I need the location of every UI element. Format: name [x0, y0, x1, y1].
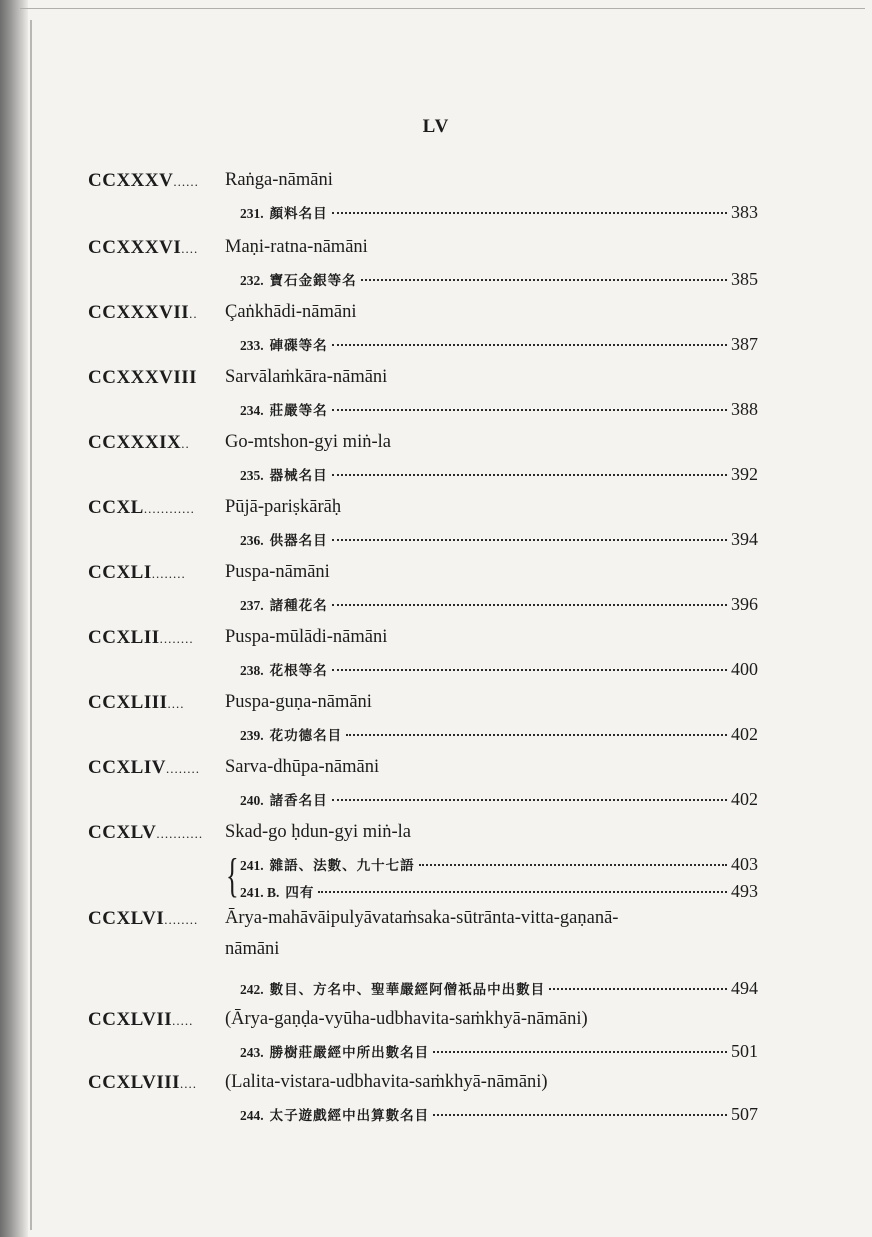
chapter-roman-numeral: [88, 822, 203, 844]
roman-numeral-text: CCXXXIX: [88, 432, 182, 453]
chapter-title: Skad-go ḥdun-gyi miṅ-la: [225, 822, 412, 842]
dot-leader: [332, 539, 727, 541]
section-line: [240, 464, 758, 485]
section-number: 238.: [240, 663, 264, 678]
chapter-roman-numeral: [88, 1072, 197, 1094]
page-reference: 402: [731, 789, 758, 809]
dot-leader: [419, 864, 727, 866]
section-number: 234.: [240, 403, 264, 418]
chapter-title-continued: nāmāni: [225, 939, 280, 959]
roman-numeral-text: CCXLIII: [88, 692, 168, 713]
roman-leader-dots: ....: [167, 696, 185, 711]
toc-entry: [0, 497, 872, 563]
section-line: [240, 269, 758, 290]
roman-leader-dots: ...........: [156, 826, 204, 841]
section-line: [240, 881, 758, 902]
section-line: [240, 724, 758, 745]
section-number: 241. B.: [240, 885, 280, 900]
roman-leader-dots: ........: [159, 631, 194, 646]
section-chinese-title: 硨磲等名: [269, 338, 328, 353]
page-reference: 385: [731, 269, 758, 289]
chapter-roman-numeral: [88, 237, 198, 259]
page-reference: 400: [731, 659, 758, 679]
section-line: [240, 529, 758, 550]
toc-entry: [0, 908, 872, 998]
section-line: [240, 1041, 758, 1062]
toc-entry: [0, 562, 872, 628]
page-reference: 392: [731, 464, 758, 484]
toc-entry: [0, 627, 872, 693]
toc-entry: [0, 1009, 872, 1075]
roman-numeral-text: CCXLVII: [88, 1009, 173, 1030]
section-number: 237.: [240, 598, 264, 613]
dot-leader: [549, 988, 727, 990]
chapter-roman-numeral: [88, 908, 198, 930]
chapter-title: Sarvālaṁkāra-nāmāni: [225, 367, 388, 387]
chapter-roman-numeral: [88, 1009, 193, 1031]
chapter-roman-numeral: [88, 302, 198, 324]
section-chinese-title: 花根等名: [269, 663, 328, 678]
dot-leader: [332, 474, 727, 476]
section-chinese-title: 雜語、法數、九十七語: [269, 858, 415, 873]
toc-entry: [0, 692, 872, 758]
section-number: 242.: [240, 982, 264, 997]
section-chinese-title: 四有: [285, 885, 315, 900]
toc-entry: [0, 822, 872, 901]
chapter-roman-numeral: [88, 497, 195, 519]
section-line: [240, 854, 758, 875]
section-number: 233.: [240, 338, 264, 353]
roman-numeral-text: CCXLV: [88, 822, 157, 843]
dot-leader: [361, 279, 727, 281]
roman-leader-dots: ........: [151, 566, 186, 581]
chapter-title: Maṇi-ratna-nāmāni: [225, 237, 368, 257]
section-line: [240, 1104, 758, 1125]
section-number: 241.: [240, 858, 264, 873]
chapter-roman-numeral: [88, 692, 185, 714]
page-reference: 494: [731, 978, 758, 998]
dot-leader: [332, 344, 727, 346]
chapter-title: Puspa-mūlādi-nāmāni: [225, 627, 388, 647]
section-line: [240, 789, 758, 810]
toc-entry: [0, 432, 872, 498]
page-reference: 501: [731, 1041, 758, 1061]
section-number: 231.: [240, 206, 264, 221]
roman-numeral-text: CCXLVI: [88, 908, 165, 929]
roman-leader-dots: ..: [189, 306, 198, 321]
grouping-brace: {: [226, 849, 239, 902]
toc-entry: [0, 237, 872, 303]
roman-numeral-text: CCXLIV: [88, 757, 166, 778]
dot-leader: [332, 799, 727, 801]
roman-leader-dots: ........: [164, 912, 199, 927]
roman-leader-dots: ....: [180, 1076, 197, 1091]
chapter-title: (Lalita-vistara-udbhavita-saṁkhyā-nāmāni): [225, 1072, 548, 1092]
page-reference: 394: [731, 529, 758, 549]
page-reference: 396: [731, 594, 758, 614]
section-line: [240, 594, 758, 615]
chapter-roman-numeral: [88, 367, 197, 389]
roman-numeral-text: CCXXXV: [88, 170, 174, 191]
dot-leader: [433, 1114, 727, 1116]
roman-leader-dots: ........: [165, 761, 200, 776]
section-number: 235.: [240, 468, 264, 483]
section-chinese-title: 器械名目: [269, 468, 328, 483]
section-number: 232.: [240, 273, 264, 288]
chapter-title: Puspa-guṇa-nāmāni: [225, 692, 372, 712]
roman-numeral-text: CCXXXVI: [88, 237, 182, 258]
chapter-roman-numeral: [88, 432, 190, 454]
section-chinese-title: 勝樹莊嚴經中所出數名目: [269, 1045, 430, 1060]
chapter-title: Sarva-dhūpa-nāmāni: [225, 757, 380, 777]
toc-entry: [0, 367, 872, 433]
roman-leader-dots: ......: [173, 174, 199, 189]
page-reference: 403: [731, 854, 758, 874]
chapter-title: Puspa-nāmāni: [225, 562, 330, 582]
chapter-title: Ārya-mahāvāipulyāvataṁsaka-sūtrānta-vitta-gaṇanā-: [225, 908, 619, 928]
section-chinese-title: 莊嚴等名: [269, 403, 328, 418]
section-chinese-title: 顏料名目: [269, 206, 328, 221]
roman-numeral-text: CCXL: [88, 497, 144, 518]
page-number: LV: [422, 116, 450, 137]
section-number: 236.: [240, 533, 264, 548]
section-line: [240, 659, 758, 680]
section-line: [240, 334, 758, 355]
chapter-roman-numeral: [88, 627, 194, 649]
dot-leader: [346, 734, 727, 736]
roman-numeral-text: CCXLII: [88, 627, 160, 648]
dot-leader: [318, 891, 727, 893]
section-number: 243.: [240, 1045, 264, 1060]
section-number: 244.: [240, 1108, 264, 1123]
roman-numeral-text: CCXLVIII: [88, 1072, 180, 1093]
section-chinese-title: 寶石金銀等名: [269, 273, 357, 288]
section-chinese-title: 太子遊戲經中出算數名目: [269, 1108, 430, 1123]
page-reference: 387: [731, 334, 758, 354]
page-reference: 507: [731, 1104, 758, 1124]
dot-leader: [332, 669, 727, 671]
chapter-title: (Ārya-gaṇḍa-vyūha-udbhavita-saṁkhyā-nāmāni): [225, 1009, 588, 1029]
section-number: 239.: [240, 728, 264, 743]
section-chinese-title: 數目、方名中、聖華嚴經阿僧祇品中出數目: [269, 982, 546, 997]
roman-numeral-text: CCXXXVIII: [88, 367, 198, 388]
chapter-title: Pūjā-pariṣkārāḥ: [225, 497, 342, 517]
chapter-title: Çaṅkhādi-nāmāni: [225, 302, 357, 322]
page-top-edge: [20, 8, 865, 9]
section-chinese-title: 花功德名目: [269, 728, 343, 743]
section-line: [240, 202, 758, 223]
section-line: [240, 978, 758, 999]
page-reference: 402: [731, 724, 758, 744]
roman-numeral-text: CCXLI: [88, 562, 152, 583]
chapter-title: Raṅga-nāmāni: [225, 170, 333, 190]
chapter-title: Go-mtshon-gyi miṅ-la: [225, 432, 391, 452]
toc-entry: [0, 1072, 872, 1138]
roman-leader-dots: ............: [143, 501, 195, 516]
roman-numeral-text: CCXXXVII: [88, 302, 190, 323]
roman-leader-dots: ....: [181, 241, 199, 256]
toc-entry: [0, 757, 872, 823]
section-chinese-title: 諸香名目: [269, 793, 328, 808]
dot-leader: [433, 1051, 727, 1053]
page-reference: 388: [731, 399, 758, 419]
chapter-roman-numeral: [88, 170, 199, 192]
toc-entry: [0, 170, 872, 236]
chapter-roman-numeral: [88, 562, 186, 584]
roman-leader-dots: .....: [172, 1013, 194, 1028]
section-chinese-title: 諸種花名: [269, 598, 328, 613]
chapter-roman-numeral: [88, 757, 200, 779]
toc-entry: [0, 302, 872, 368]
dot-leader: [332, 212, 727, 214]
section-chinese-title: 供器名目: [269, 533, 328, 548]
roman-leader-dots: ..: [181, 436, 190, 451]
page-reference: 493: [731, 881, 758, 901]
dot-leader: [332, 604, 727, 606]
dot-leader: [332, 409, 727, 411]
page-reference: 383: [731, 202, 758, 222]
section-line: [240, 399, 758, 420]
section-number: 240.: [240, 793, 264, 808]
